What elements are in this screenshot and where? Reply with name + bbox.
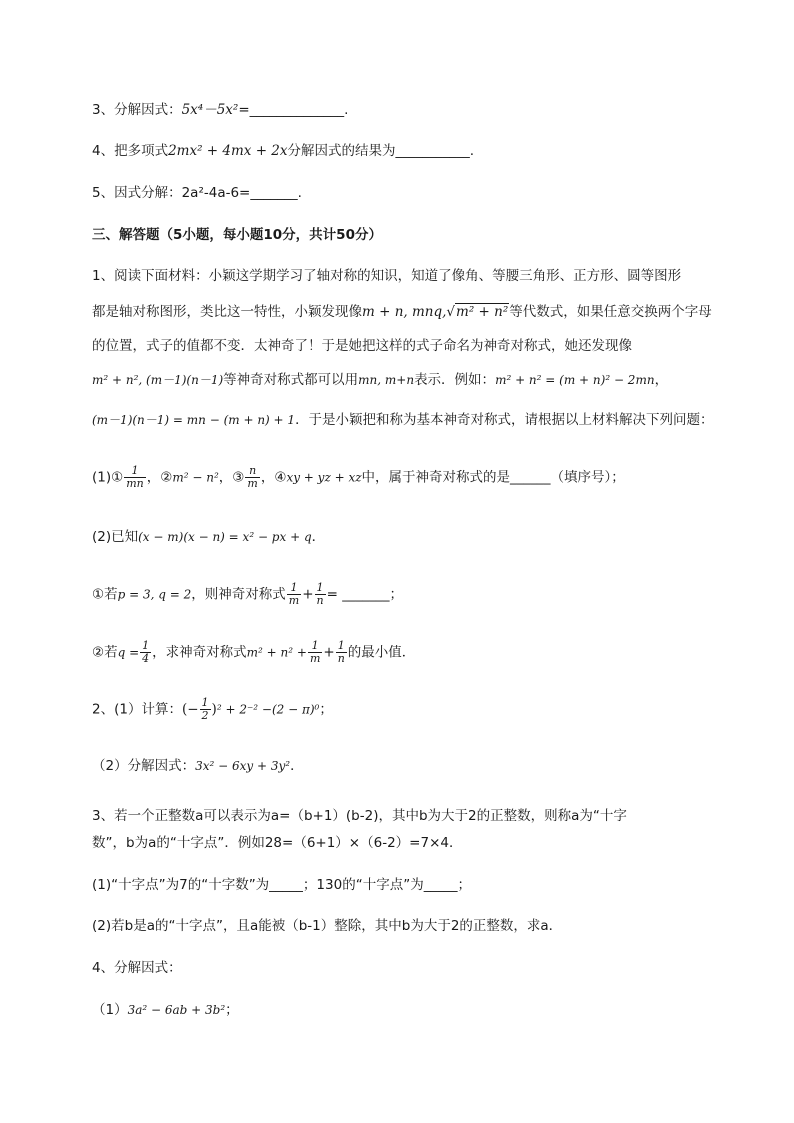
problem-3-line-1: 3、若一个正整数a可以表示为a=（b+1）(b-2)，其中b为大于2的正整数，则称a为“十字 xyxy=(92,808,627,824)
question-5: 5、因式分解：2a²-4a-6=_______. xyxy=(92,185,302,201)
question-4 xyxy=(92,141,754,161)
problem-3-line-4: (2)若b是a的“十字点”，且a能被（b-1）整除，其中b为大于2的正整数，求a． xyxy=(92,918,563,934)
p1-line-2: 都是轴对称图形，类比这一特性，小颖发现像m + n, mnq,√m² + n²等代数式，如果任意交换两个字母 xyxy=(92,304,712,320)
p1-line-3: 的位置，式子的值都不变．太神奇了！于是她把这样的式子命名为神奇对称式，她还发现像 xyxy=(92,338,632,354)
p1-symmetric-examples: m + n, mnq, xyxy=(362,304,447,320)
sqrt-expression: √m² + n² xyxy=(446,304,509,320)
fraction-1-over-n: $\frac{1}{n}$ xyxy=(316,581,324,607)
p1-line-1: 1、阅读下面材料：小颖这学期学习了轴对称的知识，知道了像角、等腰三角形、正方形、圆等图形 xyxy=(92,268,682,284)
problem-2-part-1: 2、(1）计算：(− $\frac{1}{2}$ )² + 2⁻² −(2 − π)⁰； xyxy=(92,696,333,722)
sub-question-1: (1)① $\frac{1}{mn}$ ，②m² − n²，③ $\frac{n}{m}$ ，④xy + yz + xz中，属于神奇对称式的是______（填序号）； xyxy=(92,464,625,490)
fraction-1-over-m: $\frac{1}{m}$ xyxy=(288,581,300,607)
p1-line-4: m² + n², (m－1)(n－1)等神奇对称式都可以用mn, m+n表示．例如：m² + n² = (m + n)² − 2mn， xyxy=(92,372,669,388)
problem-2-part-2: （2）分解因式：3x² − 6xy + 3y²． xyxy=(92,758,304,774)
section-3-heading: 三、解答题（5小题，每小题10分，共计50分） xyxy=(92,227,382,243)
q3-prefix: 3、分解因式： xyxy=(92,102,182,118)
fraction-1-over-2: $\frac{1}{2}$ xyxy=(201,696,209,722)
sub-question-2b: ②若q = $\frac{1}{4}$ ，求神奇对称式m² + n² + $\frac{1}{m}$ + $\frac{1}{n}$ 的最小值． xyxy=(92,639,416,665)
q4-suffix: 分解因式的结果为___________. xyxy=(287,143,475,159)
fraction-1-over-4: $\frac{1}{4}$ xyxy=(142,639,150,665)
problem-3-line-3: (1)“十字点”为7的“十字数”为_____；130的“十字点”为_____； xyxy=(92,877,471,893)
p1-line-5: (m－1)(n－1) = mn − (m + n) + 1．于是小颖把和称为基本神奇对称式，请根据以上材料解决下列问题： xyxy=(92,412,714,428)
problem-3-line-2: 数”，b为a的“十字点”．例如28=（6+1）×（6-2）=7×4． xyxy=(92,835,463,851)
problem-4-line-1: 4、分解因式： xyxy=(92,960,182,976)
sub-question-2: (2)已知(x − m)(x − n) = x² − px + q． xyxy=(92,529,326,545)
fraction-1-over-mn: $\frac{1}{mn}$ xyxy=(126,464,144,490)
question-3 xyxy=(92,100,754,120)
q3-blank: =______________. xyxy=(238,102,349,118)
q4-expression: 2mx² + 4mx + 2x xyxy=(168,143,288,159)
fraction-n-over-m: $\frac{n}{m}$ xyxy=(247,464,258,490)
sub-question-2a: ①若p = 3, q = 2，则神奇对称式 $\frac{1}{m}$ + $\frac{1}{n}$ = _______； xyxy=(92,581,403,607)
q3-expression: 5x⁴－5x² xyxy=(181,102,239,118)
problem-4-line-2: （1）3a² − 6ab + 3b²； xyxy=(92,1002,239,1018)
q4-prefix: 4、把多项式 xyxy=(92,143,169,159)
